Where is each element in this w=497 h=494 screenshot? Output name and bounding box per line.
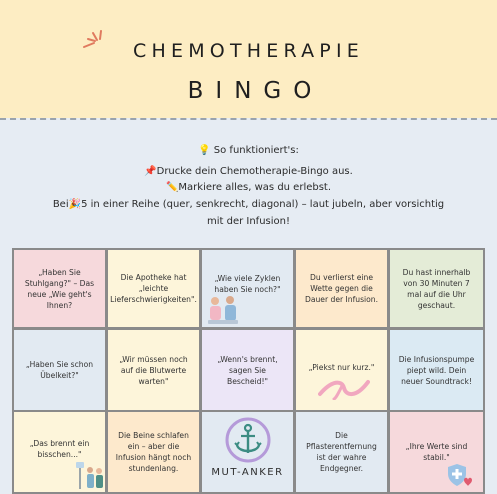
bingo-cell[interactable]: „Piekst nur kurz." [296,330,387,410]
bingo-cell[interactable]: „Das brennt ein bisschen..." [14,412,105,492]
bingo-cell[interactable]: „Haben Sie schon Übelkeit?" [14,330,105,410]
bingo-cell[interactable]: „Wie viele Zyklen haben Sie noch?" [202,250,293,327]
bingo-cell[interactable]: Die Infusionspumpe piept wild. Dein neuer Soundtrack! [390,330,483,410]
how-it-works-heading: 💡 So funktioniert's: [198,145,299,156]
dashed-divider [0,118,497,120]
page-title: CHEMOTHERAPIE [133,40,364,62]
bingo-cell[interactable] [202,412,293,492]
bingo-cell[interactable]: „Wir müssen noch auf die Blutwerte warten" [108,330,199,410]
pink-ribbon-icon [318,376,370,400]
bingo-cell[interactable]: „Ihre Werte sind stabil." [390,412,483,492]
bingo-cell[interactable]: Du hast innerhalb von 30 Minuten 7 mal auf die Uhr geschaut. [390,250,483,327]
anchor-logo [225,417,271,463]
bingo-cell[interactable]: Die Apotheke hat „leichte Lieferschwierigkeiten". [108,250,199,327]
instruction-print: 📌Drucke dein Chemotherapie-Bingo aus. [144,166,353,177]
pencil-icon: ✏️ [165,182,179,193]
iv-stand-people-illustration [74,460,104,490]
header-banner [0,0,497,118]
party-popper-icon: 🎉 [68,199,82,210]
instruction-bingo-cont: mit der Infusion! [206,216,290,227]
bingo-cell[interactable]: „Wenn's brennt, sagen Sie Bescheid!" [202,330,293,410]
instruction-bingo: Bei🎉5 in einer Reihe (quer, senkrecht, diagonal) – laut jubeln, aber vorsichtig [52,199,445,210]
page-subtitle: BINGO [187,78,324,104]
pushpin-icon: 📌 [144,166,157,177]
bingo-cell[interactable]: Die Pflasterentfernung ist der wahre Endgegner. [296,412,387,492]
bingo-cell[interactable]: Die Beine schlafen ein – aber die Infusion hängt noch stundenlang. [108,412,199,492]
anchor-logo-text: MUT-ANKER [211,467,284,478]
nurse-patient-illustration [206,294,240,326]
bingo-grid [12,248,485,494]
lightbulb-icon: 💡 [198,145,211,156]
shield-heart-icon [446,462,472,488]
bingo-cell[interactable]: „Haben Sie Stuhlgang?" – Das neue „Wie geht's Ihnen? [14,250,105,327]
instruction-mark: ✏️Markiere alles, was du erlebst. [165,182,332,193]
bingo-cell[interactable]: Du verlierst eine Wette gegen die Dauer der Infusion. [296,250,387,327]
